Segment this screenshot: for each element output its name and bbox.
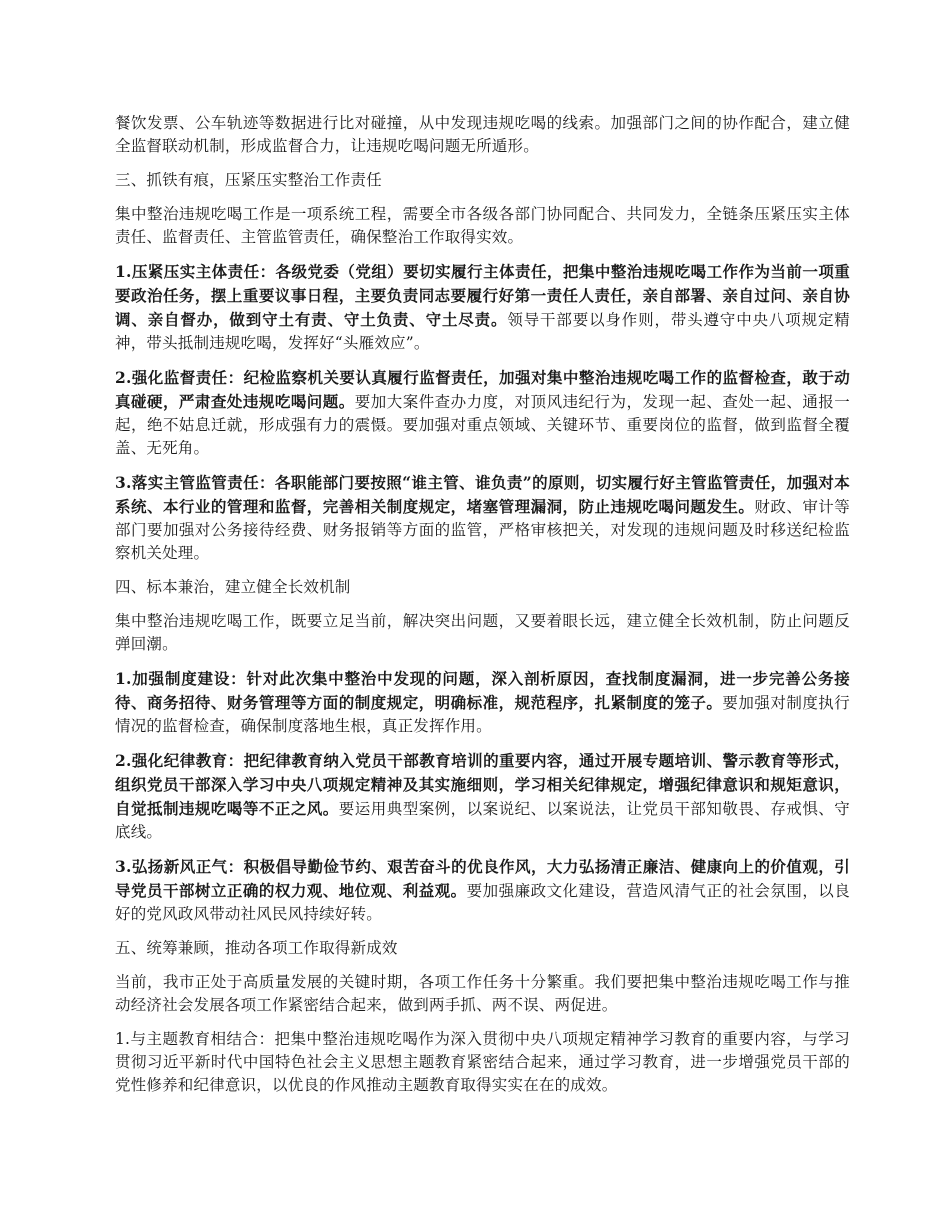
paragraph-bold-lead: 3.落实主管监管责任：各职能部门要按照“谁主管、谁负责”的原则，切实履行好主管监管责任，加强对本系统、本行业的管理和监督，完善相关制度规定，堵塞管理漏洞，防止违规吃喝问题发生。	[115, 473, 850, 516]
paragraph-bold-lead: 2.强化监督责任：纪检监察机关要认真履行监督责任，加强对集中整治违规吃喝工作的监督检查，敢于动真碰硬，严肃查处违规吃喝问题。	[115, 368, 850, 411]
paragraph-supervision-responsibility	[115, 366, 850, 460]
paragraph-discipline-education	[115, 749, 850, 844]
paragraph-main-responsibility	[115, 260, 850, 355]
paragraph-theme-education: 1.与主题教育相结合：把集中整治违规吃喝作为深入贯彻中央八项规定精神学习教育的重要内容，与学习贯彻习近平新时代中国特色社会主义思想主题教育紧密结合起来，通过学习教育，进一步增强党员干部的党性修养和纪律意识，以优良的作风推动主题教育取得实实在在的成效。	[115, 1030, 850, 1094]
section-heading-4: 四、标本兼治，建立健全长效机制	[115, 578, 351, 596]
paragraph-body-text: 要运用典型案例，以案说纪、以案说法，让党员干部知敬畏、存戒惧、守底线。	[115, 800, 850, 841]
paragraph-body-text: 要加强廉政文化建设，营造风清气正的社会氛围，以良好的党风政风带动社风民风持续好转。	[115, 882, 850, 923]
paragraph-section5-intro: 当前，我市正处于高质量发展的关键时期，各项工作任务十分繁重。我们要把集中整治违规吃喝工作与推动经济社会发展各项工作紧密结合起来，做到两手抓、两不误、两促进。	[115, 973, 850, 1014]
paragraph-section3-intro: 集中整治违规吃喝工作是一项系统工程，需要全市各级各部门协同配合、共同发力，全链条压紧压实主体责任、监督责任、主管监管责任，确保整治工作取得实效。	[115, 205, 850, 246]
paragraph-bold-lead: 1.压紧压实主体责任：各级党委（党组）要切实履行主体责任，把集中整治违规吃喝工作作为当前一项重要政治任务，摆上重要议事日程，主要负责同志要履行好第一责任人责任，亲自部署、亲自过问、亲自协调、亲自督办，做到守土有责、守土负责、守土尽责。	[115, 262, 850, 329]
paragraph-bold-lead: 1.加强制度建设：针对此次集中整治中发现的问题，深入剖析原因，查找制度漏洞，进一步完善公务接待、商务招待、财务管理等方面的制度规定，明确标准，规范程序，扎紧制度的笼子。	[115, 669, 850, 712]
paragraph-intro-continuation: 餐饮发票、公车轨迹等数据进行比对碰撞，从中发现违规吃喝的线索。加强部门之间的协作配合，建立健全监督联动机制，形成监督合力，让违规吃喝问题无所遁形。	[115, 114, 850, 155]
paragraph-section4-intro: 集中整治违规吃喝工作，既要立足当前，解决突出问题，又要着眼长远，建立健全长效机制，防止问题反弹回潮。	[115, 612, 850, 653]
section-heading-3: 三、抓铁有痕，压紧压实整治工作责任	[115, 171, 382, 189]
paragraph-body-text: 财政、审计等部门要加强对公务接待经费、财务报销等方面的监管，严格审核把关，对发现的违规问题及时移送纪检监察机关处理。	[115, 498, 850, 562]
paragraph-bold-lead: 3.弘扬新风正气：积极倡导勤俭节约、艰苦奋斗的优良作风，大力弘扬清正廉洁、健康向上的价值观，引导党员干部树立正确的权力观、地位观、利益观。	[115, 857, 850, 900]
paragraph-regulatory-responsibility	[115, 471, 850, 565]
paragraph-body-text: 要加大案件查办力度，对顶风违纪行为，发现一起、查处一起、通报一起，绝不姑息迁就，形成强有力的震慑。要加强对重点领域、关键环节、重要岗位的监督，做到监督全覆盖、无死角。	[115, 393, 850, 457]
paragraph-new-ethos	[115, 855, 850, 926]
paragraph-body-text: 要加强对制度执行情况的监督检查，确保制度落地生根，真正发挥作用。	[115, 694, 850, 735]
document-page	[115, 112, 850, 1108]
paragraph-system-building	[115, 667, 850, 738]
paragraph-bold-lead: 2.强化纪律教育：把纪律教育纳入党员干部教育培训的重要内容，通过开展专题培训、警示教育等形式，组织党员干部深入学习中央八项规定精神及其实施细则，学习相关纪律规定，增强纪律意识和规矩意识，自觉抵制违规吃喝等不正之风。	[115, 751, 850, 818]
section-heading-5: 五、统筹兼顾，推动各项工作取得新成效	[115, 939, 398, 957]
paragraph-body-text: 领导干部要以身作则，带头遵守中央八项规定精神，带头抵制违规吃喝，发挥好“头雁效应”。	[115, 311, 850, 352]
